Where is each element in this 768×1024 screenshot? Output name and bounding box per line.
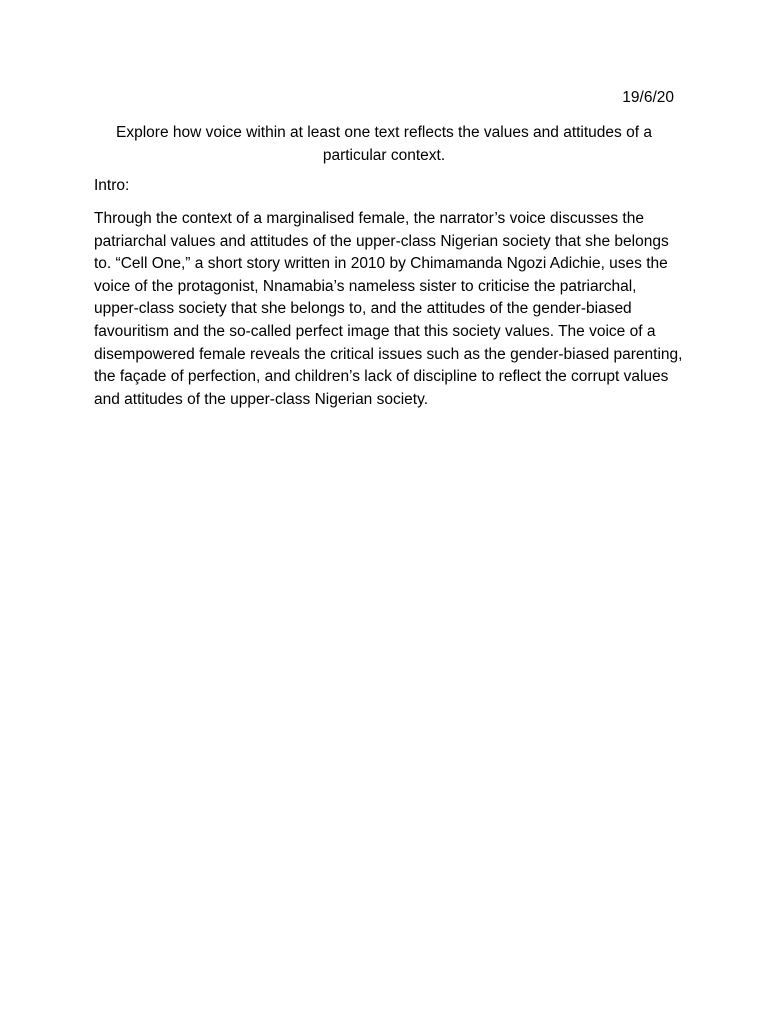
essay-question: Explore how voice within at least one text reflects the values and attitudes of a particular context. bbox=[116, 124, 652, 164]
intro-paragraph: Through the context of a marginalised female, the narrator’s voice discusses the patriarchal values and attitudes of the upper-class Nigerian society that she belongs to. “Cell One,” a short story written in 2010 by Chimamanda Ngozi Adichie, uses the voice of the protagonist, Nnamabia’s nameless sister to criticise the patriarchal, upper-class society that she belongs to, and the attitudes of the gender-biased favouritism and the so-called perfect image that this society values. The voice of a disempowered female reveals the critical issues such as the gender-biased parenting, the façade of perfection, and children’s lack of discipline to reflect the corrupt values and attitudes of the upper-class Nigerian society. bbox=[94, 210, 683, 408]
date-text: 19/6/20 bbox=[622, 89, 674, 106]
intro-heading: Intro: bbox=[94, 177, 130, 194]
